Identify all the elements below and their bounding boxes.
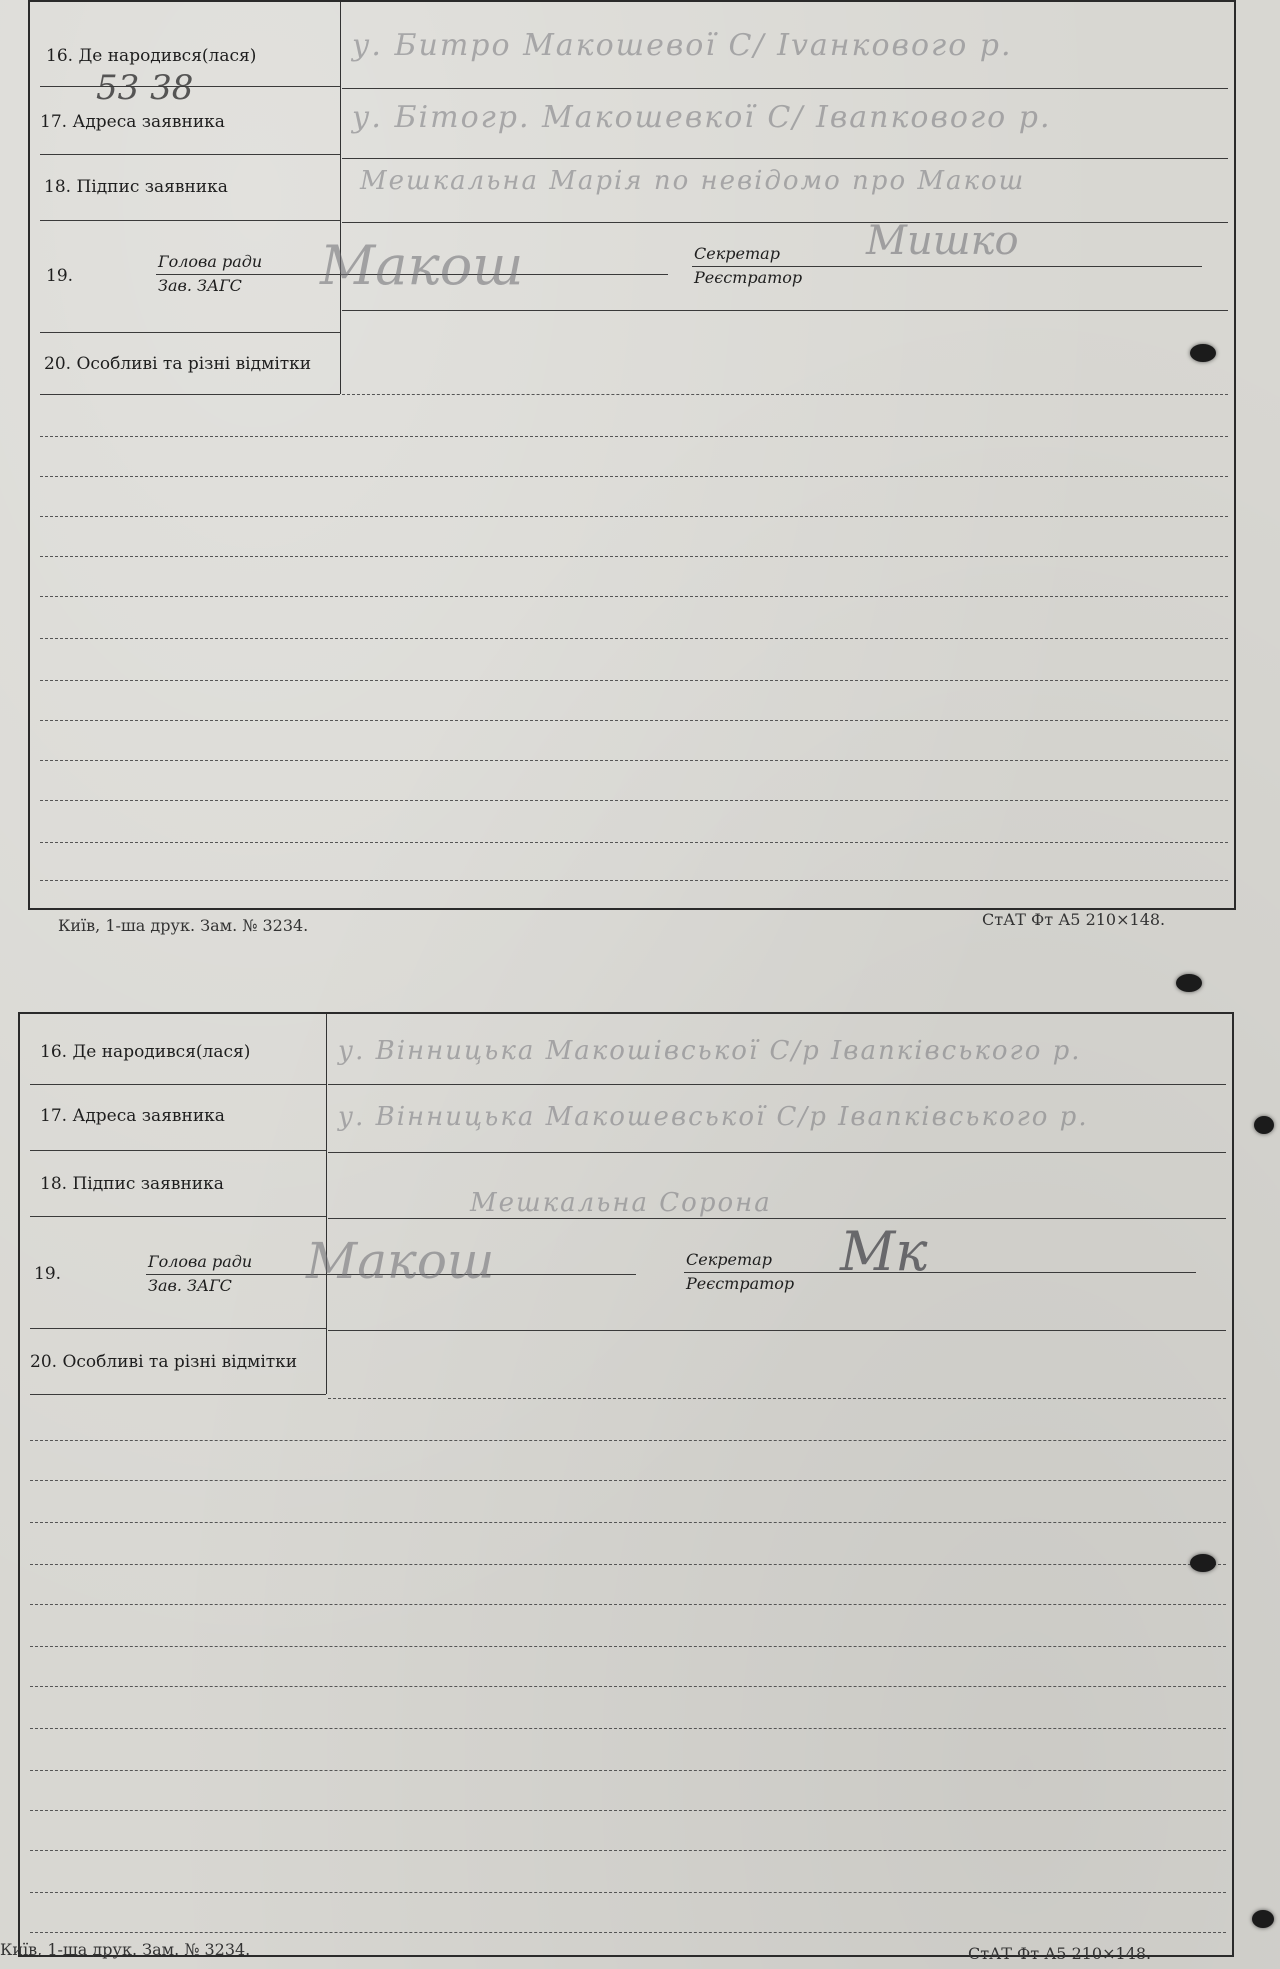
row18-label: 18. Підпис заявника xyxy=(44,177,228,197)
zags-head-label: Зав. ЗАГС xyxy=(158,276,242,295)
row16-handwriting: у. Битрo Макошевої С/ Ivaнкового р. xyxy=(352,28,1013,63)
ruled-line xyxy=(40,516,1228,517)
row18-handwriting: Мешкальна Марія по невідомо про Макош xyxy=(360,166,1026,196)
row18-label: 18. Підпис заявника xyxy=(40,1174,224,1194)
registrar-label: Реєстратор xyxy=(686,1274,795,1293)
row20-label: 20. Особливі та різні відмітки xyxy=(30,1352,298,1372)
row20-line-left xyxy=(40,394,340,395)
punch-hole xyxy=(1190,1554,1216,1572)
ruled-line xyxy=(30,1646,1226,1647)
row19-line-right xyxy=(328,1330,1226,1331)
row17-line-left xyxy=(40,154,340,155)
punch-hole xyxy=(1252,1910,1274,1928)
row16-handwriting: у. Вінницька Макошівської С/р Іваnківського р. xyxy=(338,1036,1082,1066)
ruled-line xyxy=(40,596,1228,597)
ruled-line xyxy=(30,1564,1226,1565)
row19-number: 19. xyxy=(46,266,74,286)
row16-label: 16. Де народився(лася) xyxy=(40,1042,251,1062)
row18-line-right xyxy=(328,1218,1226,1219)
head-of-council-label: Голова ради xyxy=(158,252,263,271)
row17-label: 17. Адреса заявника xyxy=(40,1106,225,1126)
row20-line-right xyxy=(342,394,1228,395)
ruled-line xyxy=(30,1810,1226,1811)
row19-line-left xyxy=(30,1328,326,1329)
footer-format-top: СтАТ Фт А5 210×148. xyxy=(982,910,1166,929)
ruled-line xyxy=(40,842,1228,843)
row20-line-right xyxy=(328,1398,1226,1399)
ruled-line xyxy=(30,1686,1226,1687)
row17-line-right xyxy=(342,158,1228,159)
registrar-label: Реєстратор xyxy=(694,268,803,287)
row18-line-left xyxy=(40,220,340,221)
ruled-line xyxy=(40,476,1228,477)
head-of-council-label: Голова ради xyxy=(148,1252,253,1271)
secretary-signature: Мк xyxy=(840,1220,928,1283)
secretary-label: Секретар xyxy=(686,1250,772,1269)
row17-handwriting: у. Бітогр. Макошевкої С/ Іваnкового р. xyxy=(352,100,1052,135)
footer-format-bottom: СтАТ Фт А5 210×148. xyxy=(968,1944,1152,1963)
footer-printer-bottom: Київ, 1-ша друк. Зам. № 3234. xyxy=(0,1940,251,1959)
row16-line-right xyxy=(342,88,1228,89)
row18-line-left xyxy=(30,1216,326,1217)
zags-head-label: Зав. ЗАГС xyxy=(148,1276,232,1295)
ruled-line xyxy=(40,760,1228,761)
row16-label: 16. Де народився(лася) xyxy=(46,46,257,66)
row17-line-left xyxy=(30,1150,326,1151)
footer-printer-top: Київ, 1-ша друк. Зам. № 3234. xyxy=(58,916,309,935)
ruled-line xyxy=(40,880,1228,881)
ruled-line xyxy=(40,680,1228,681)
row20-label: 20. Особливі та різні відмітки xyxy=(44,354,312,374)
row16-line-left xyxy=(30,1084,326,1085)
head-signature: Макош xyxy=(306,1232,495,1290)
ruled-line xyxy=(30,1850,1226,1851)
form-top xyxy=(28,0,1236,910)
row17-handwriting: у. Вінницька Макошевської С/р Іваnківського р. xyxy=(338,1102,1089,1132)
row19-number: 19. xyxy=(34,1264,62,1284)
ruled-line xyxy=(30,1770,1226,1771)
secretary-label: Секретар xyxy=(694,244,780,263)
secretary-signature: Мишко xyxy=(866,218,1019,264)
ruled-line xyxy=(40,556,1228,557)
secretary-underline xyxy=(684,1272,1196,1273)
column-divider xyxy=(326,1014,327,1394)
punch-hole xyxy=(1176,974,1202,992)
row20-line-left xyxy=(30,1394,326,1395)
punch-hole xyxy=(1254,1116,1274,1134)
form-bottom xyxy=(18,1012,1234,1957)
row17-line-right xyxy=(328,1152,1226,1153)
ruled-line xyxy=(30,1932,1226,1933)
row17-label: 17. Адреса заявника xyxy=(40,112,225,132)
ruled-line xyxy=(30,1604,1226,1605)
row18-handwriting: Мешкальна Сорона xyxy=(470,1188,772,1218)
row16-line-right xyxy=(328,1084,1226,1085)
row19-line-left xyxy=(40,332,340,333)
ruled-line xyxy=(30,1728,1226,1729)
ruled-line xyxy=(40,638,1228,639)
ruled-line xyxy=(40,800,1228,801)
row16-handwritten-number: 53 38 xyxy=(96,68,194,108)
row19-line-right xyxy=(342,310,1228,311)
ruled-line xyxy=(30,1522,1226,1523)
ruled-line xyxy=(30,1440,1226,1441)
column-divider xyxy=(340,2,341,394)
row18-line-right xyxy=(342,222,1228,223)
head-signature: Макош xyxy=(320,234,524,297)
ruled-line xyxy=(40,436,1228,437)
ruled-line xyxy=(30,1892,1226,1893)
ruled-line xyxy=(30,1480,1226,1481)
punch-hole xyxy=(1190,344,1216,362)
ruled-line xyxy=(40,720,1228,721)
secretary-underline xyxy=(692,266,1202,267)
